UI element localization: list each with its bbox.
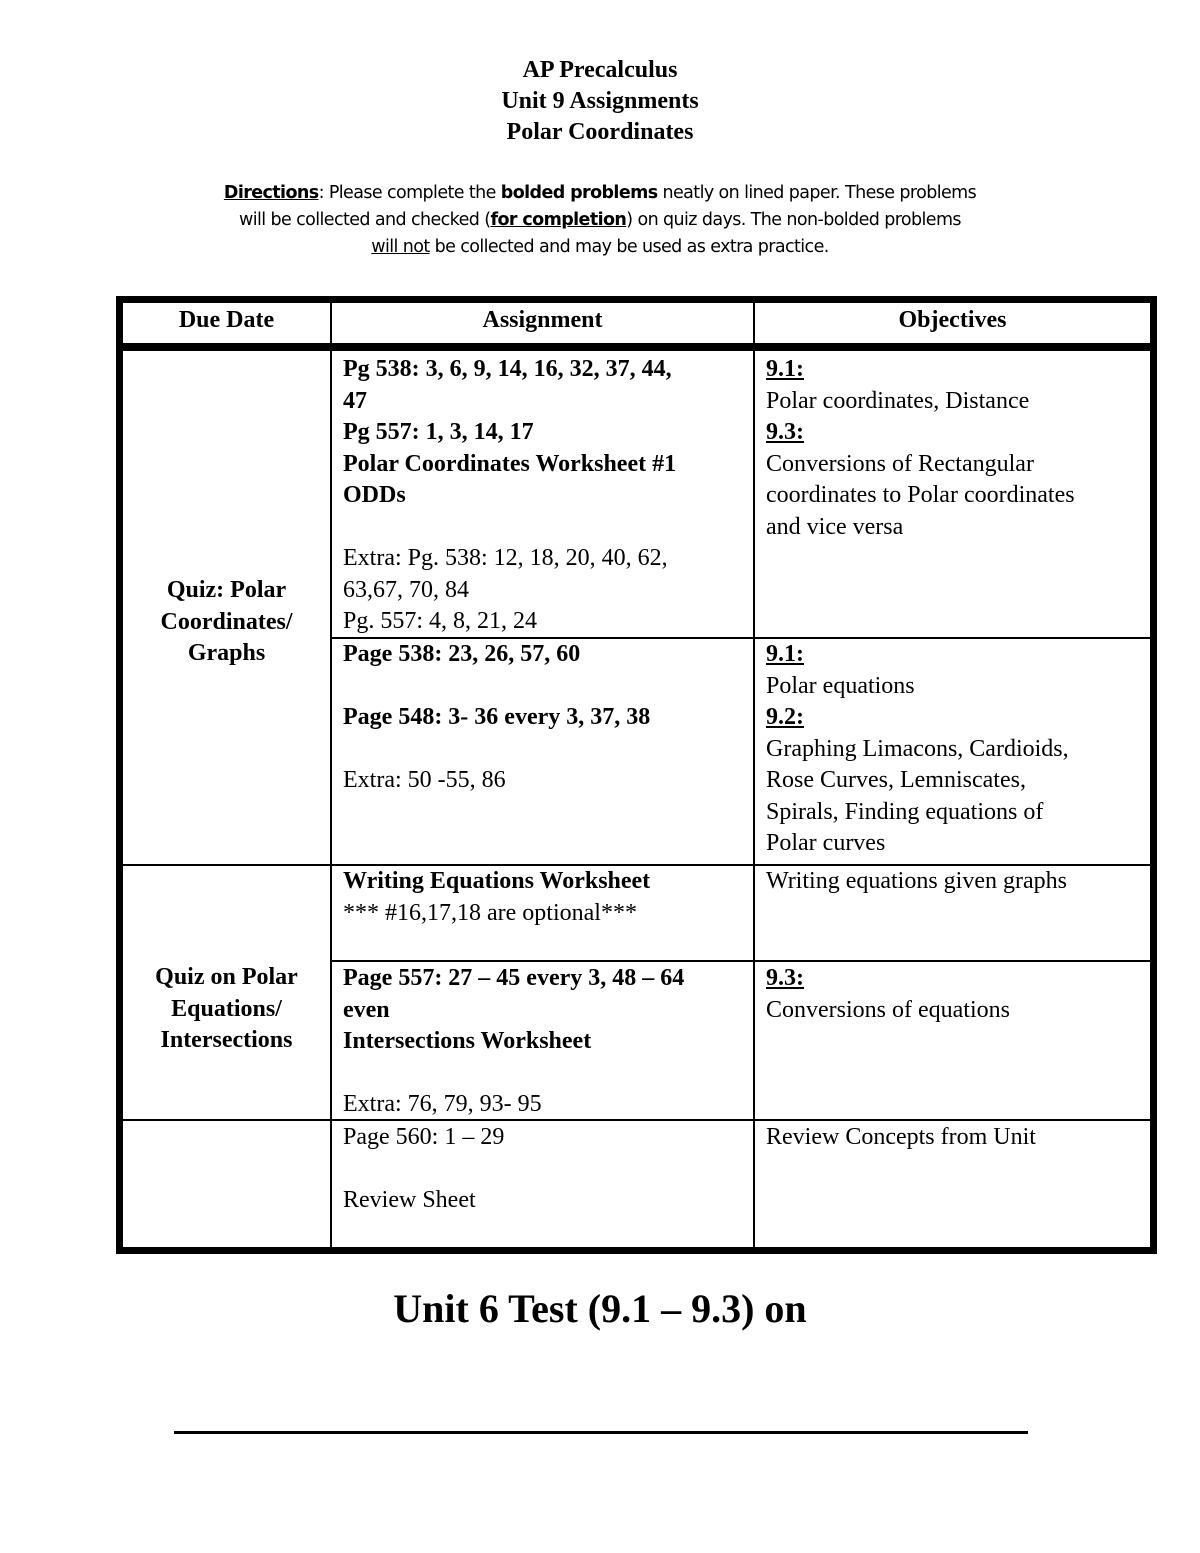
directions-label: Directions	[223, 183, 319, 203]
objectives-cell-row4	[766, 963, 1150, 1026]
assignment-line: Polar Coordinates Worksheet #1	[343, 450, 677, 477]
optional-note: *** #16,17,18 are optional***	[343, 899, 637, 926]
directions-text: will be collected and checked (	[239, 210, 491, 230]
objective-line: Polar coordinates, Distance	[766, 387, 1030, 414]
directions-bold-text: for completion	[490, 210, 627, 230]
objective-line: Conversions of equations	[766, 996, 1010, 1023]
objective-line: Review Concepts from Unit	[766, 1124, 1036, 1150]
directions-paragraph	[0, 180, 1200, 261]
objective-line: Polar curves	[766, 830, 886, 856]
assignment-cell-row4	[343, 963, 748, 1121]
objective-line: coordinates to Polar coordinates	[766, 482, 1075, 508]
assignment-line: Page 557: 27 – 45 every 3, 48 – 64	[343, 965, 685, 991]
objectives-cell-row1	[766, 354, 1150, 543]
assignment-line: Page 548: 3- 36 every 3, 37, 38	[343, 704, 651, 730]
objective-line: Conversions of Rectangular	[766, 450, 1034, 477]
column-divider	[753, 303, 755, 1247]
column-header-assignment: Assignment	[482, 307, 603, 333]
extra-line: Extra: 50 -55, 86	[343, 767, 506, 793]
doc-title-course: AP Precalculus	[522, 57, 678, 83]
objective-section: 9.3:	[766, 965, 804, 991]
directions-text: ) on quiz days. The non-bolded problems	[626, 210, 961, 230]
extra-line: Extra: Pg. 538: 12, 18, 20, 40, 62,	[343, 545, 668, 571]
extra-line: Pg. 557: 4, 8, 21, 24	[343, 608, 538, 634]
objectives-cell-row5	[766, 1122, 1150, 1154]
objectives-cell-row3	[766, 866, 1150, 898]
objective-section: 9.3:	[766, 419, 804, 445]
column-header-due-date: Due Date	[178, 307, 275, 333]
objective-line: and vice versa	[766, 513, 904, 540]
assignment-line: Intersections Worksheet	[343, 1028, 592, 1054]
objectives-cell-row2	[766, 639, 1150, 860]
assignment-line: Review Sheet	[343, 1187, 476, 1213]
assignment-line: even	[343, 996, 390, 1023]
assignment-line: ODDs	[343, 482, 406, 508]
objective-line: Rose Curves, Lemniscates,	[766, 767, 1026, 793]
directions-text: : Please complete the	[318, 183, 501, 203]
assignment-line: Page 538: 23, 26, 57, 60	[343, 641, 581, 667]
directions-bold-text: bolded problems	[500, 183, 658, 203]
due-date-line: Quiz on Polar	[155, 964, 298, 990]
due-date-quiz-polar-equations	[123, 962, 330, 1057]
date-blank-line	[174, 1431, 1028, 1434]
assignment-line: Writing Equations Worksheet	[343, 868, 651, 894]
doc-title-unit: Unit 9 Assignments	[501, 88, 699, 114]
assignment-cell-row1	[343, 354, 748, 638]
assignment-cell-row5	[343, 1122, 748, 1217]
assignment-cell-row2	[343, 639, 748, 797]
due-date-quiz-polar-coordinates	[123, 575, 330, 670]
due-date-line: Equations/	[171, 995, 282, 1022]
column-header-objectives: Objectives	[898, 307, 1007, 333]
assignment-cell-row3	[343, 866, 748, 929]
objective-line: Spirals, Finding equations of	[766, 798, 1044, 825]
assignment-line: Page 560: 1 – 29	[343, 1124, 505, 1150]
objective-line: Polar equations	[766, 672, 915, 699]
extra-line: 63,67, 70, 84	[343, 576, 469, 603]
extra-line: Extra: 76, 79, 93- 95	[343, 1091, 542, 1117]
column-divider	[330, 303, 332, 1247]
due-date-line: Graphs	[187, 640, 266, 666]
objective-section: 9.2:	[766, 704, 804, 730]
assignment-line: Pg 557: 1, 3, 14, 17	[343, 419, 534, 445]
due-date-line: Coordinates/	[160, 608, 293, 635]
directions-text: be collected and may be used as extra practice.	[429, 237, 829, 257]
unit-test-heading: Unit 6 Test (9.1 – 9.3) on	[393, 1286, 807, 1331]
assignment-line: Pg 538: 3, 6, 9, 14, 16, 32, 37, 44,	[343, 356, 672, 382]
doc-title-topic: Polar Coordinates	[506, 119, 694, 145]
objective-section: 9.1:	[766, 641, 804, 667]
objective-line: Graphing Limacons, Cardioids,	[766, 735, 1069, 762]
due-date-line: Quiz: Polar	[166, 577, 287, 603]
assignment-line: 47	[343, 387, 367, 414]
objective-section: 9.1:	[766, 356, 804, 382]
directions-underlined-text: will not	[371, 237, 430, 257]
directions-text: neatly on lined paper. These problems	[657, 183, 977, 203]
objective-line: Writing equations given graphs	[766, 868, 1067, 894]
due-date-line: Intersections	[160, 1027, 293, 1053]
header-divider	[116, 343, 1157, 351]
row-divider	[330, 960, 1150, 962]
